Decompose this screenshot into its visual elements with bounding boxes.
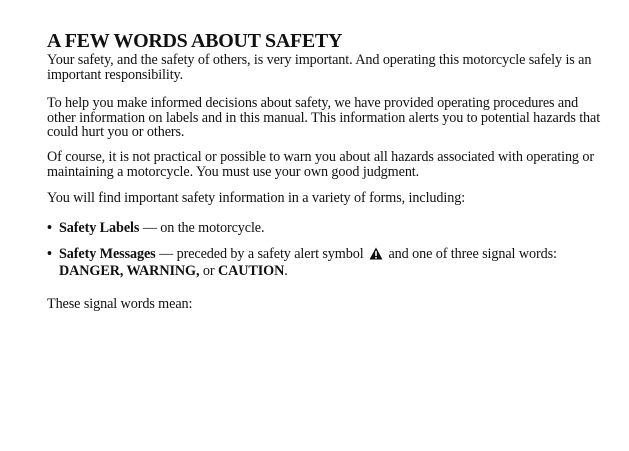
paragraph-signal-words-mean: These signal words mean: bbox=[47, 296, 193, 312]
signal-words-end: . bbox=[284, 262, 288, 279]
paragraph-informed-decisions: To help you make informed decisions about safety, we have provided operating procedures and other information on labels and in this manual. This information alerts you to potential hazards that could hurt you or others. bbox=[47, 95, 601, 140]
page-title: A FEW WORDS ABOUT SAFETY bbox=[47, 30, 343, 52]
bullet-marker: • bbox=[47, 220, 52, 236]
paragraph-forms-intro: You will find important safety information in a variety of forms, including: bbox=[47, 190, 466, 206]
term-safety-messages: Safety Messages bbox=[59, 246, 156, 262]
signal-word-caution: CAUTION bbox=[217, 262, 285, 279]
bullet-marker: • bbox=[47, 246, 52, 262]
text-safety-labels: — on the motorcycle. bbox=[139, 220, 265, 236]
list-item-safety-messages bbox=[47, 247, 607, 278]
signal-words-danger-warning: DANGER, WARNING, bbox=[59, 262, 200, 279]
text-safety-messages-before: — preceded by a safety alert symbol bbox=[155, 246, 368, 262]
list-item-safety-labels bbox=[47, 221, 607, 236]
paragraph-safety-importance: Your safety, and the safety of others, is very important. And operating this motorcycle safely is an important responsibility. bbox=[47, 52, 592, 83]
paragraph-hazard-disclaimer: Of course, it is not practical or possible to warn you about all hazards associated with operating or maintaining a motorcycle. You must use your own good judgment. bbox=[47, 149, 594, 180]
signal-words-connector: or bbox=[199, 262, 218, 279]
safety-alert-triangle-icon bbox=[369, 247, 383, 264]
text-safety-messages-after: and one of three signal words: bbox=[385, 246, 557, 262]
term-safety-labels: Safety Labels bbox=[59, 220, 140, 236]
